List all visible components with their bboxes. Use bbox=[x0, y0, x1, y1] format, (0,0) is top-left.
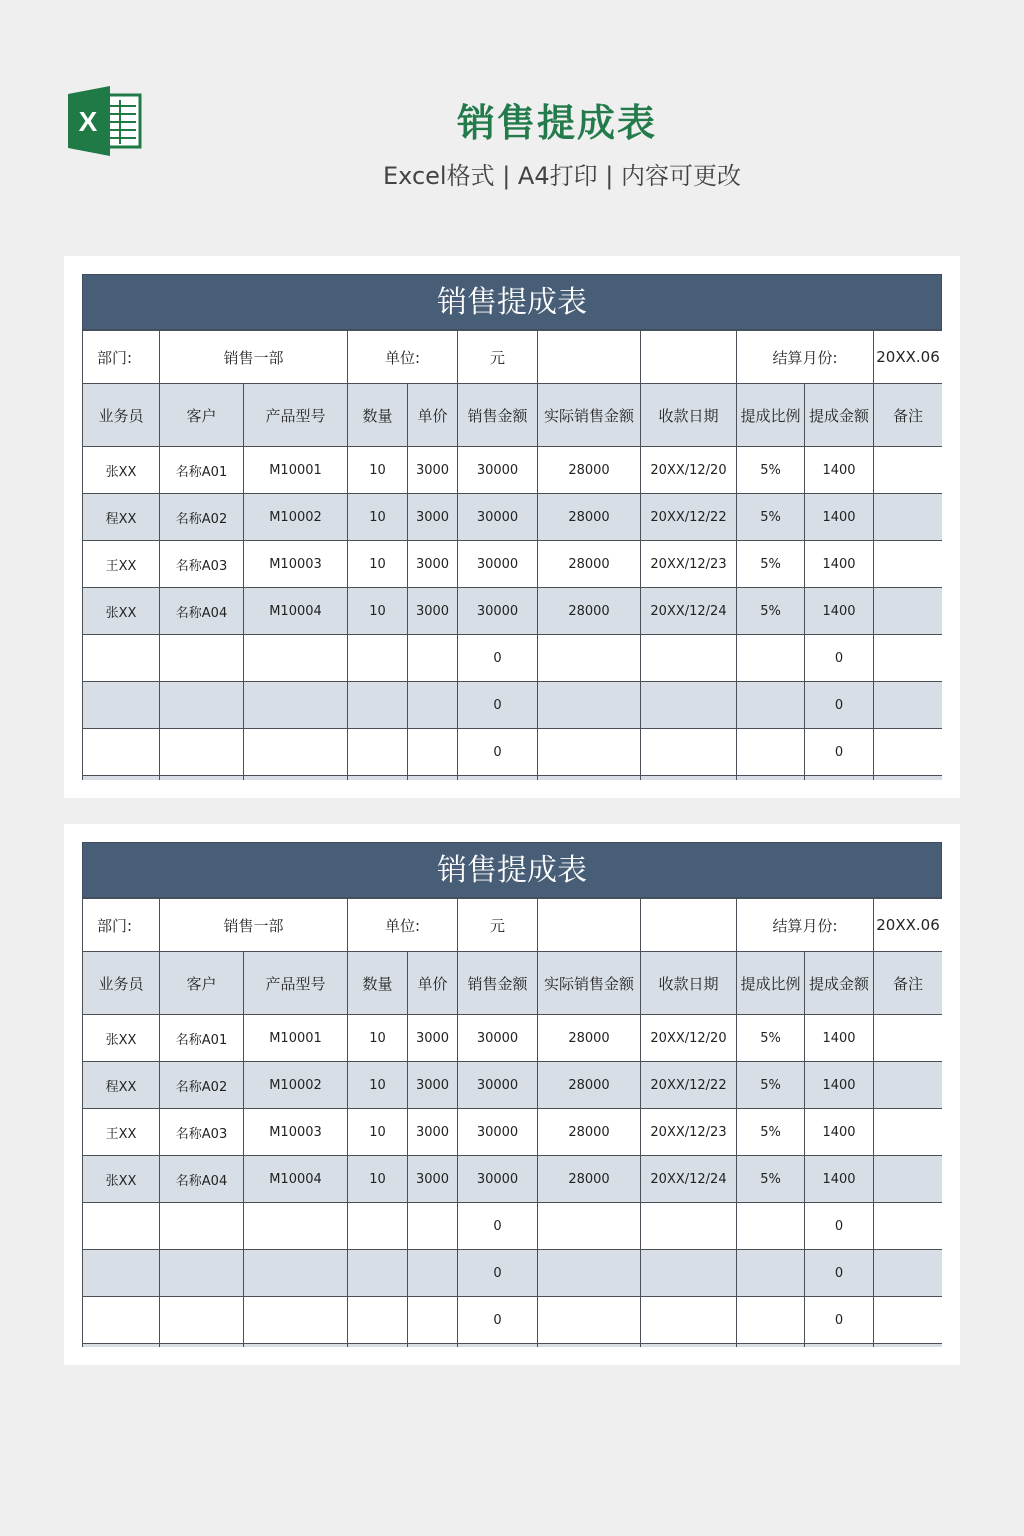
table-body bbox=[83, 447, 943, 781]
unit-label: 单位: bbox=[348, 899, 458, 952]
table-cell: 张XX bbox=[83, 1015, 160, 1062]
table-cell bbox=[83, 682, 160, 729]
empty-cell bbox=[641, 331, 737, 384]
table-cell bbox=[244, 1297, 348, 1344]
table-cell bbox=[641, 1250, 737, 1297]
table-row bbox=[83, 1297, 943, 1344]
table-cell: 10 bbox=[348, 447, 408, 494]
table-cell bbox=[160, 1203, 244, 1250]
table-cell bbox=[244, 729, 348, 776]
sheet-title: 销售提成表 bbox=[82, 842, 942, 898]
table-cell: 20XX/12/23 bbox=[641, 1109, 737, 1156]
table-cell bbox=[538, 635, 641, 682]
table-cell bbox=[160, 729, 244, 776]
table-cell: 名称A04 bbox=[160, 588, 244, 635]
table-cell bbox=[874, 447, 942, 494]
table-cell: 0 bbox=[805, 1250, 874, 1297]
empty-cell bbox=[641, 899, 737, 952]
column-header: 数量 bbox=[348, 952, 408, 1015]
table-cell bbox=[244, 1203, 348, 1250]
column-header: 客户 bbox=[160, 952, 244, 1015]
column-header: 销售金额 bbox=[458, 384, 538, 447]
empty-cell bbox=[538, 899, 641, 952]
table-cell bbox=[538, 729, 641, 776]
dept-value: 销售一部 bbox=[160, 899, 348, 952]
table-cell: 10 bbox=[348, 1015, 408, 1062]
table-cell: 0 bbox=[458, 635, 538, 682]
table-cell: 3000 bbox=[408, 1015, 458, 1062]
table-cell bbox=[83, 1344, 160, 1348]
table-cell bbox=[408, 1250, 458, 1297]
table-cell bbox=[874, 1109, 942, 1156]
table-row bbox=[83, 1062, 943, 1109]
table-cell bbox=[641, 729, 737, 776]
table-cell: M10002 bbox=[244, 1062, 348, 1109]
table-cell bbox=[83, 729, 160, 776]
table-cell: 0 bbox=[458, 729, 538, 776]
table-cell: 5% bbox=[737, 447, 805, 494]
table-cell: 名称A02 bbox=[160, 494, 244, 541]
table-cell bbox=[538, 1250, 641, 1297]
column-header: 提成金额 bbox=[805, 384, 874, 447]
table-cell: 28000 bbox=[538, 1015, 641, 1062]
table-cell bbox=[737, 1203, 805, 1250]
table-cell bbox=[244, 776, 348, 781]
table-row bbox=[83, 1156, 943, 1203]
dept-label: 部门: bbox=[83, 331, 160, 384]
table-cell bbox=[538, 1344, 641, 1348]
table-cell bbox=[348, 1250, 408, 1297]
commission-table bbox=[82, 898, 942, 1347]
table-cell bbox=[874, 729, 942, 776]
month-label: 结算月份: bbox=[737, 899, 874, 952]
table-cell: 名称A01 bbox=[160, 1015, 244, 1062]
table-cell: 名称A02 bbox=[160, 1062, 244, 1109]
column-header: 提成比例 bbox=[737, 384, 805, 447]
table-cell: 名称A03 bbox=[160, 1109, 244, 1156]
info-row bbox=[83, 331, 943, 384]
table-cell: 3000 bbox=[408, 494, 458, 541]
table-cell: 28000 bbox=[538, 447, 641, 494]
table-cell: 30000 bbox=[458, 588, 538, 635]
table-cell: M10003 bbox=[244, 541, 348, 588]
column-header: 数量 bbox=[348, 384, 408, 447]
month-value: 20XX.06 bbox=[874, 899, 942, 952]
table-cell bbox=[408, 1344, 458, 1348]
table-cell bbox=[538, 1297, 641, 1344]
column-header: 销售金额 bbox=[458, 952, 538, 1015]
table-cell bbox=[805, 1344, 874, 1348]
column-header: 单价 bbox=[408, 384, 458, 447]
table-cell: M10004 bbox=[244, 588, 348, 635]
table-cell: 5% bbox=[737, 494, 805, 541]
table-cell bbox=[874, 1015, 942, 1062]
sheet-body bbox=[82, 274, 942, 780]
table-cell: 10 bbox=[348, 1062, 408, 1109]
table-cell: M10001 bbox=[244, 1015, 348, 1062]
table-cell bbox=[641, 1203, 737, 1250]
table-cell: 名称A04 bbox=[160, 1156, 244, 1203]
table-cell bbox=[874, 1344, 942, 1348]
table-cell bbox=[160, 1344, 244, 1348]
table-cell: 3000 bbox=[408, 541, 458, 588]
table-cell: 0 bbox=[805, 635, 874, 682]
page-title: 销售提成表 bbox=[456, 101, 657, 145]
table-cell bbox=[348, 682, 408, 729]
table-cell bbox=[874, 635, 942, 682]
column-header: 产品型号 bbox=[244, 384, 348, 447]
table-cell: 20XX/12/20 bbox=[641, 1015, 737, 1062]
table-cell: 1400 bbox=[805, 1109, 874, 1156]
table-cell bbox=[874, 1203, 942, 1250]
table-cell: 0 bbox=[805, 1297, 874, 1344]
table-cell bbox=[83, 776, 160, 781]
table-cell: 1400 bbox=[805, 541, 874, 588]
table-cell bbox=[737, 682, 805, 729]
table-cell bbox=[83, 1250, 160, 1297]
table-row-partial bbox=[83, 776, 943, 781]
table-cell: M10003 bbox=[244, 1109, 348, 1156]
table-cell bbox=[641, 1297, 737, 1344]
table-cell: 28000 bbox=[538, 1062, 641, 1109]
table-cell: M10001 bbox=[244, 447, 348, 494]
table-cell bbox=[408, 729, 458, 776]
info-row bbox=[83, 899, 943, 952]
table-body bbox=[83, 1015, 943, 1348]
unit-value: 元 bbox=[458, 899, 538, 952]
table-cell: 28000 bbox=[538, 1156, 641, 1203]
column-header: 客户 bbox=[160, 384, 244, 447]
column-header: 备注 bbox=[874, 384, 942, 447]
table-row bbox=[83, 1203, 943, 1250]
table-cell: 30000 bbox=[458, 541, 538, 588]
table-cell: 5% bbox=[737, 541, 805, 588]
table-cell bbox=[244, 635, 348, 682]
table-cell: 30000 bbox=[458, 1109, 538, 1156]
table-cell bbox=[874, 541, 942, 588]
table-cell bbox=[737, 729, 805, 776]
table-cell: 28000 bbox=[538, 494, 641, 541]
column-header-row bbox=[83, 384, 943, 447]
page-header bbox=[0, 0, 1024, 240]
table-row bbox=[83, 729, 943, 776]
table-cell: 1400 bbox=[805, 1015, 874, 1062]
table-cell: 1400 bbox=[805, 494, 874, 541]
table-cell bbox=[874, 1250, 942, 1297]
table-cell bbox=[83, 1203, 160, 1250]
table-cell: 程XX bbox=[83, 494, 160, 541]
table-cell bbox=[408, 1203, 458, 1250]
column-header: 提成比例 bbox=[737, 952, 805, 1015]
table-cell bbox=[805, 776, 874, 781]
empty-cell bbox=[538, 331, 641, 384]
table-row bbox=[83, 1109, 943, 1156]
table-cell: 0 bbox=[458, 682, 538, 729]
dept-label: 部门: bbox=[83, 899, 160, 952]
table-cell: 20XX/12/24 bbox=[641, 1156, 737, 1203]
table-cell: 20XX/12/22 bbox=[641, 494, 737, 541]
table-cell bbox=[348, 1297, 408, 1344]
sheet-preview-1 bbox=[64, 256, 960, 798]
table-cell bbox=[458, 776, 538, 781]
table-cell: 3000 bbox=[408, 1062, 458, 1109]
table-cell: 0 bbox=[805, 682, 874, 729]
table-cell bbox=[160, 1297, 244, 1344]
table-cell: 张XX bbox=[83, 1156, 160, 1203]
table-cell bbox=[348, 1203, 408, 1250]
table-cell bbox=[408, 776, 458, 781]
table-cell: 28000 bbox=[538, 1109, 641, 1156]
table-cell bbox=[737, 776, 805, 781]
table-cell bbox=[874, 1156, 942, 1203]
table-row bbox=[83, 635, 943, 682]
table-cell: 1400 bbox=[805, 1156, 874, 1203]
table-cell bbox=[348, 1344, 408, 1348]
table-cell bbox=[641, 635, 737, 682]
table-cell: 0 bbox=[458, 1250, 538, 1297]
table-cell bbox=[538, 1203, 641, 1250]
table-cell: 0 bbox=[458, 1297, 538, 1344]
table-cell: 5% bbox=[737, 1015, 805, 1062]
column-header: 业务员 bbox=[83, 952, 160, 1015]
table-cell: 名称A01 bbox=[160, 447, 244, 494]
table-cell: 0 bbox=[458, 1203, 538, 1250]
table-cell bbox=[874, 1297, 942, 1344]
table-cell bbox=[737, 635, 805, 682]
table-cell bbox=[641, 776, 737, 781]
table-row bbox=[83, 1015, 943, 1062]
table-cell: 10 bbox=[348, 1156, 408, 1203]
table-cell: 10 bbox=[348, 541, 408, 588]
unit-label: 单位: bbox=[348, 331, 458, 384]
table-cell: 30000 bbox=[458, 494, 538, 541]
commission-table bbox=[82, 330, 942, 780]
table-row bbox=[83, 588, 943, 635]
table-cell bbox=[874, 682, 942, 729]
table-cell: 3000 bbox=[408, 1156, 458, 1203]
table-cell bbox=[408, 635, 458, 682]
table-cell: 3000 bbox=[408, 588, 458, 635]
dept-value: 销售一部 bbox=[160, 331, 348, 384]
table-cell bbox=[737, 1250, 805, 1297]
column-header: 备注 bbox=[874, 952, 942, 1015]
table-cell bbox=[538, 776, 641, 781]
table-cell bbox=[348, 729, 408, 776]
table-cell bbox=[874, 494, 942, 541]
table-cell bbox=[641, 682, 737, 729]
table-cell bbox=[348, 635, 408, 682]
table-cell: 20XX/12/24 bbox=[641, 588, 737, 635]
table-cell: 5% bbox=[737, 1062, 805, 1109]
sheet-body bbox=[82, 842, 942, 1347]
table-row bbox=[83, 541, 943, 588]
table-cell: 30000 bbox=[458, 1015, 538, 1062]
table-cell: 10 bbox=[348, 588, 408, 635]
table-cell: 1400 bbox=[805, 588, 874, 635]
table-row bbox=[83, 682, 943, 729]
table-cell: 王XX bbox=[83, 1109, 160, 1156]
table-cell bbox=[160, 776, 244, 781]
table-cell bbox=[408, 682, 458, 729]
table-cell bbox=[874, 588, 942, 635]
unit-value: 元 bbox=[458, 331, 538, 384]
table-cell: 10 bbox=[348, 1109, 408, 1156]
table-cell: 30000 bbox=[458, 447, 538, 494]
column-header: 提成金额 bbox=[805, 952, 874, 1015]
column-header: 实际销售金额 bbox=[538, 952, 641, 1015]
table-cell: 30000 bbox=[458, 1062, 538, 1109]
table-cell bbox=[538, 682, 641, 729]
table-cell bbox=[408, 1297, 458, 1344]
table-cell bbox=[160, 1250, 244, 1297]
table-cell bbox=[244, 682, 348, 729]
month-label: 结算月份: bbox=[737, 331, 874, 384]
table-cell: 20XX/12/22 bbox=[641, 1062, 737, 1109]
table-cell: 20XX/12/20 bbox=[641, 447, 737, 494]
table-cell: 张XX bbox=[83, 588, 160, 635]
table-cell: 1400 bbox=[805, 447, 874, 494]
table-cell: 1400 bbox=[805, 1062, 874, 1109]
column-header: 收款日期 bbox=[641, 952, 737, 1015]
table-cell: 0 bbox=[805, 729, 874, 776]
table-cell: 10 bbox=[348, 494, 408, 541]
table-row-partial bbox=[83, 1344, 943, 1348]
table-cell bbox=[244, 1250, 348, 1297]
table-cell bbox=[160, 635, 244, 682]
sheet-title: 销售提成表 bbox=[82, 274, 942, 330]
table-cell bbox=[348, 776, 408, 781]
table-cell: 3000 bbox=[408, 447, 458, 494]
column-header: 产品型号 bbox=[244, 952, 348, 1015]
table-cell: 程XX bbox=[83, 1062, 160, 1109]
table-cell bbox=[83, 1297, 160, 1344]
table-cell bbox=[458, 1344, 538, 1348]
page-subtitle: Excel格式 | A4打印 | 内容可更改 bbox=[383, 162, 741, 190]
table-cell bbox=[244, 1344, 348, 1348]
table-cell: M10002 bbox=[244, 494, 348, 541]
column-header-row bbox=[83, 952, 943, 1015]
table-row bbox=[83, 1250, 943, 1297]
table-cell: 5% bbox=[737, 1156, 805, 1203]
table-cell bbox=[874, 1062, 942, 1109]
table-cell bbox=[737, 1297, 805, 1344]
table-cell: M10004 bbox=[244, 1156, 348, 1203]
table-cell: 0 bbox=[805, 1203, 874, 1250]
table-cell bbox=[83, 635, 160, 682]
table-cell: 28000 bbox=[538, 541, 641, 588]
table-cell: 5% bbox=[737, 1109, 805, 1156]
table-row bbox=[83, 447, 943, 494]
table-cell: 张XX bbox=[83, 447, 160, 494]
table-cell bbox=[737, 1344, 805, 1348]
table-cell: 30000 bbox=[458, 1156, 538, 1203]
table-cell: 20XX/12/23 bbox=[641, 541, 737, 588]
table-cell: 王XX bbox=[83, 541, 160, 588]
table-cell bbox=[641, 1344, 737, 1348]
table-cell bbox=[874, 776, 942, 781]
table-cell: 3000 bbox=[408, 1109, 458, 1156]
table-row bbox=[83, 494, 943, 541]
column-header: 实际销售金额 bbox=[538, 384, 641, 447]
month-value: 20XX.06 bbox=[874, 331, 942, 384]
table-cell: 5% bbox=[737, 588, 805, 635]
excel-logo-letter: X bbox=[78, 106, 98, 137]
table-cell bbox=[160, 682, 244, 729]
column-header: 单价 bbox=[408, 952, 458, 1015]
table-cell: 名称A03 bbox=[160, 541, 244, 588]
sheet-preview-2 bbox=[64, 824, 960, 1365]
column-header: 业务员 bbox=[83, 384, 160, 447]
column-header: 收款日期 bbox=[641, 384, 737, 447]
table-cell: 28000 bbox=[538, 588, 641, 635]
